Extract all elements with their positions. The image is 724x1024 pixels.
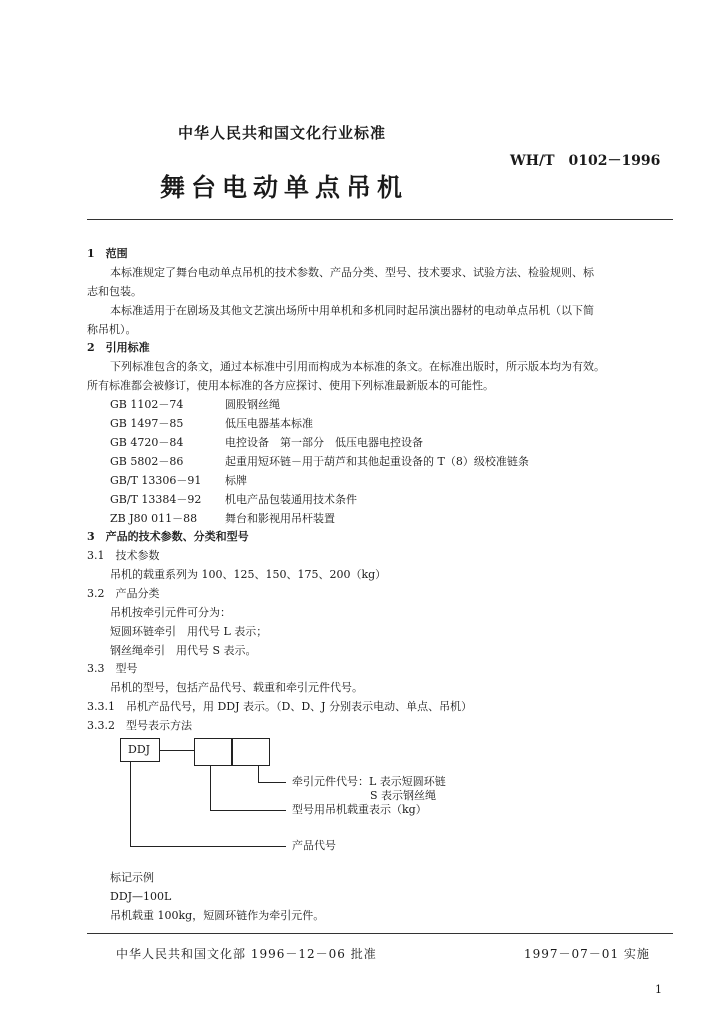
section-3-3-heading: 3.3 型号 bbox=[87, 662, 138, 675]
section-3-3-2-heading: 3.3.2 型号表示方法 bbox=[87, 719, 192, 732]
section-3-3-1: 3.3.1 吊机产品代号，用 DDJ 表示。（D、D、J 分别表示电动、单点、吊机） bbox=[87, 700, 473, 713]
paragraph-line: 吊机的型号，包括产品代号、载重和牵引元件代号。 bbox=[110, 681, 363, 694]
leader-line bbox=[130, 762, 131, 846]
ddj-box-label: DDJ bbox=[128, 743, 151, 756]
traction-code-label-s: S 表示钢丝绳 bbox=[370, 789, 437, 802]
paragraph-line: 下列标准包含的条文，通过本标准中引用而构成为本标准的条文。在标准出版时，所示版本均为有效。 bbox=[110, 360, 605, 373]
document-title: 舞台电动单点吊机 bbox=[160, 173, 409, 202]
ddj-box bbox=[120, 738, 160, 762]
reference-item: GB/T 13306－91 标牌 bbox=[110, 474, 247, 487]
paragraph-line: 所有标准都会被修订，使用本标准的各方应探讨、使用下列标准最新版本的可能性。 bbox=[87, 379, 494, 392]
approval-note: 中华人民共和国文化部 1996－12－06 批准 bbox=[116, 947, 377, 961]
issuing-organization: 中华人民共和国文化行业标准 bbox=[178, 124, 387, 142]
leader-line bbox=[210, 766, 211, 810]
reference-item: GB 1102－74 圆股钢丝绳 bbox=[110, 398, 280, 411]
section-3-1-heading: 3.1 技术参数 bbox=[87, 549, 160, 562]
traction-code-label: 牵引元件代号：L 表示短圆环链 bbox=[292, 775, 446, 788]
connector-line bbox=[160, 750, 194, 751]
reference-item: GB 1497－85 低压电器基本标准 bbox=[110, 417, 313, 430]
standard-code: WH/T 0102－1996 bbox=[510, 153, 661, 169]
leader-line bbox=[258, 782, 286, 783]
reference-item: ZB J80 011－88 舞台和影视用吊杆装置 bbox=[110, 512, 335, 525]
product-code-label: 产品代号 bbox=[292, 839, 336, 852]
reference-item: GB 5802－86 起重用短环链－用于葫芦和其他起重设备的 T（8）级校准链条 bbox=[110, 455, 529, 468]
example-heading: 标记示例 bbox=[110, 871, 154, 884]
section-1-heading: 1 范围 bbox=[87, 247, 128, 260]
reference-item: GB/T 13384－92 机电产品包装通用技术条件 bbox=[110, 493, 357, 506]
example-code: DDJ—100L bbox=[110, 890, 172, 903]
leader-line bbox=[258, 766, 259, 782]
leader-line bbox=[210, 810, 286, 811]
paragraph-line: 本标准规定了舞台电动单点吊机的技术参数、产品分类、型号、技术要求、试验方法、检验规则、标 bbox=[110, 266, 594, 279]
effective-date: 1997－07－01 实施 bbox=[524, 947, 650, 961]
leader-line bbox=[130, 846, 286, 847]
paragraph-line: 短圆环链牵引 用代号 L 表示； bbox=[110, 625, 268, 638]
section-3-heading: 3 产品的技术参数、分类和型号 bbox=[87, 530, 249, 543]
traction-box bbox=[232, 738, 270, 766]
paragraph-line: 吊机按牵引元件可分为： bbox=[110, 606, 231, 619]
page-number: 1 bbox=[655, 983, 662, 996]
paragraph-line: 称吊机）。 bbox=[87, 323, 137, 336]
paragraph-line: 志和包装。 bbox=[87, 285, 142, 298]
header-divider bbox=[87, 219, 673, 220]
load-label: 型号用吊机载重表示（kg） bbox=[292, 803, 427, 816]
footer-divider bbox=[87, 933, 673, 934]
reference-item: GB 4720－84 电控设备 第一部分 低压电器电控设备 bbox=[110, 436, 423, 449]
paragraph-line: 钢丝绳牵引 用代号 S 表示。 bbox=[110, 644, 257, 657]
section-2-heading: 2 引用标准 bbox=[87, 341, 150, 354]
example-description: 吊机载重 100kg，短圆环链作为牵引元件。 bbox=[110, 909, 325, 922]
load-box bbox=[194, 738, 232, 766]
paragraph-line: 吊机的载重系列为 100、125、150、175、200（kg） bbox=[110, 568, 387, 581]
section-3-2-heading: 3.2 产品分类 bbox=[87, 587, 160, 600]
paragraph-line: 本标准适用于在剧场及其他文艺演出场所中用单机和多机同时起吊演出器材的电动单点吊机（以下简 bbox=[110, 304, 594, 317]
